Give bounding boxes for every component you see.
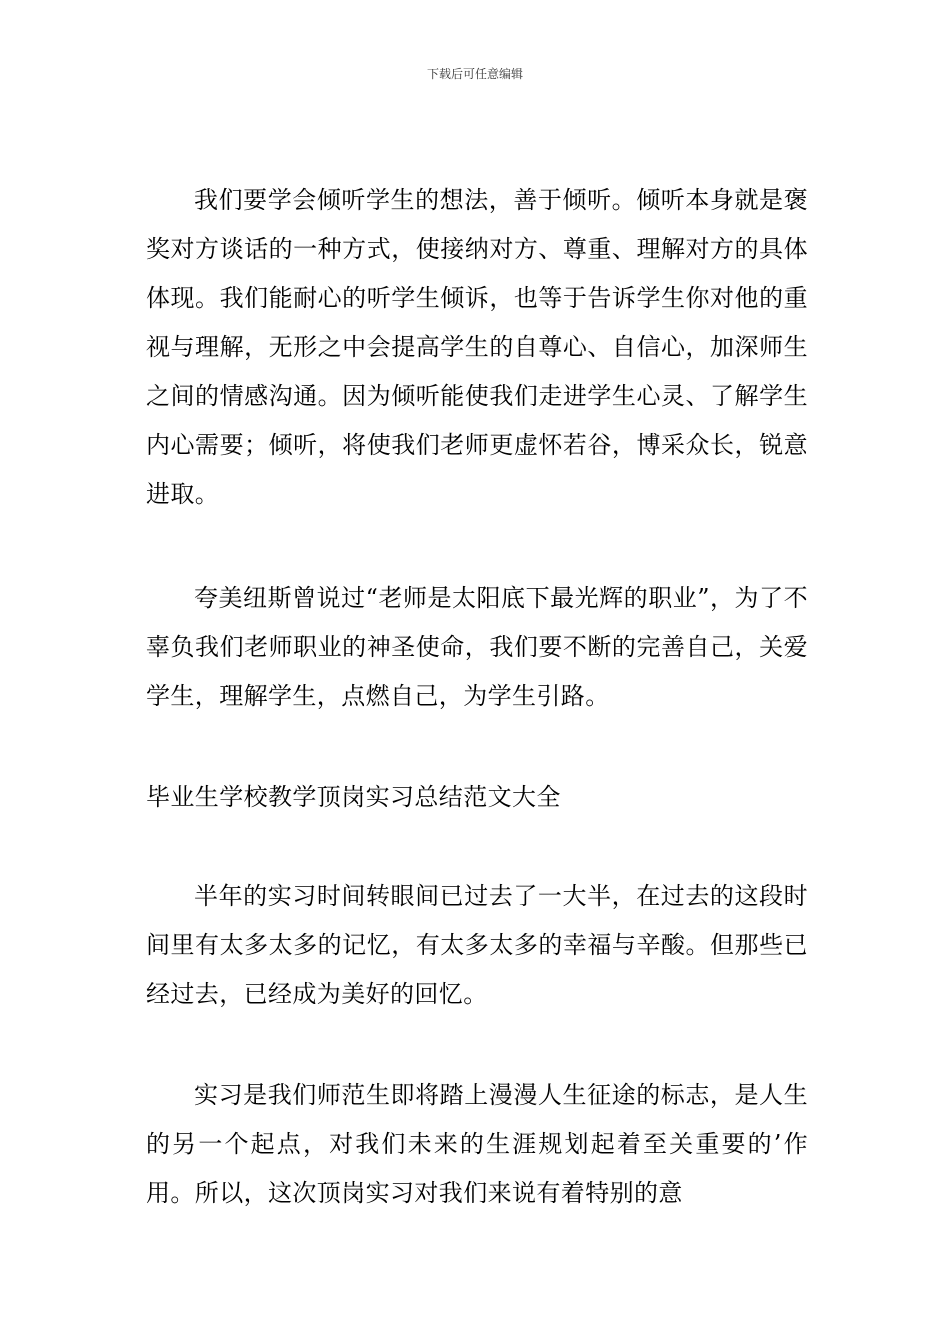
paragraph-internship-time: 半年的实习时间转眼间已过去了一大半，在过去的这段时间里有太多太多的记忆，有太多太多的幸福与辛酸。但那些已经过去，已经成为美好的回忆。 (146, 882, 808, 1008)
paragraph-internship-meaning: 实习是我们师范生即将踏上漫漫人生征途的标志，是人生的另一个起点，对我们未来的生涯规划起着至关重要的’作用。所以，这次顶岗实习对我们来说有着特别的意 (146, 1081, 808, 1207)
paragraph-listening: 我们要学会倾听学生的想法，善于倾听。倾听本身就是褒奖对方谈话的一种方式，使接纳对方、尊重、理解对方的具体体现。我们能耐心的听学生倾诉，也等于告诉学生你对他的重视与理解，无形之中会提高学生的自尊心、自信心，加深师生之间的情感沟通。因为倾听能使我们走进学生心灵、了解学生内心需要；倾听，将使我们老师更虚怀若谷，博采众长，锐意进取。 (146, 186, 808, 508)
header-note: 下载后可任意编辑 (426, 67, 523, 81)
section-title: 毕业生学校教学顶岗实习总结范文大全 (146, 783, 561, 811)
paragraph-comenius-quote: 夸美纽斯曾说过“老师是太阳底下最光辉的职业”，为了不辜负我们老师职业的神圣使命，我们要不断的完善自己，关爱学生，理解学生，点燃自己，为学生引路。 (146, 584, 808, 710)
